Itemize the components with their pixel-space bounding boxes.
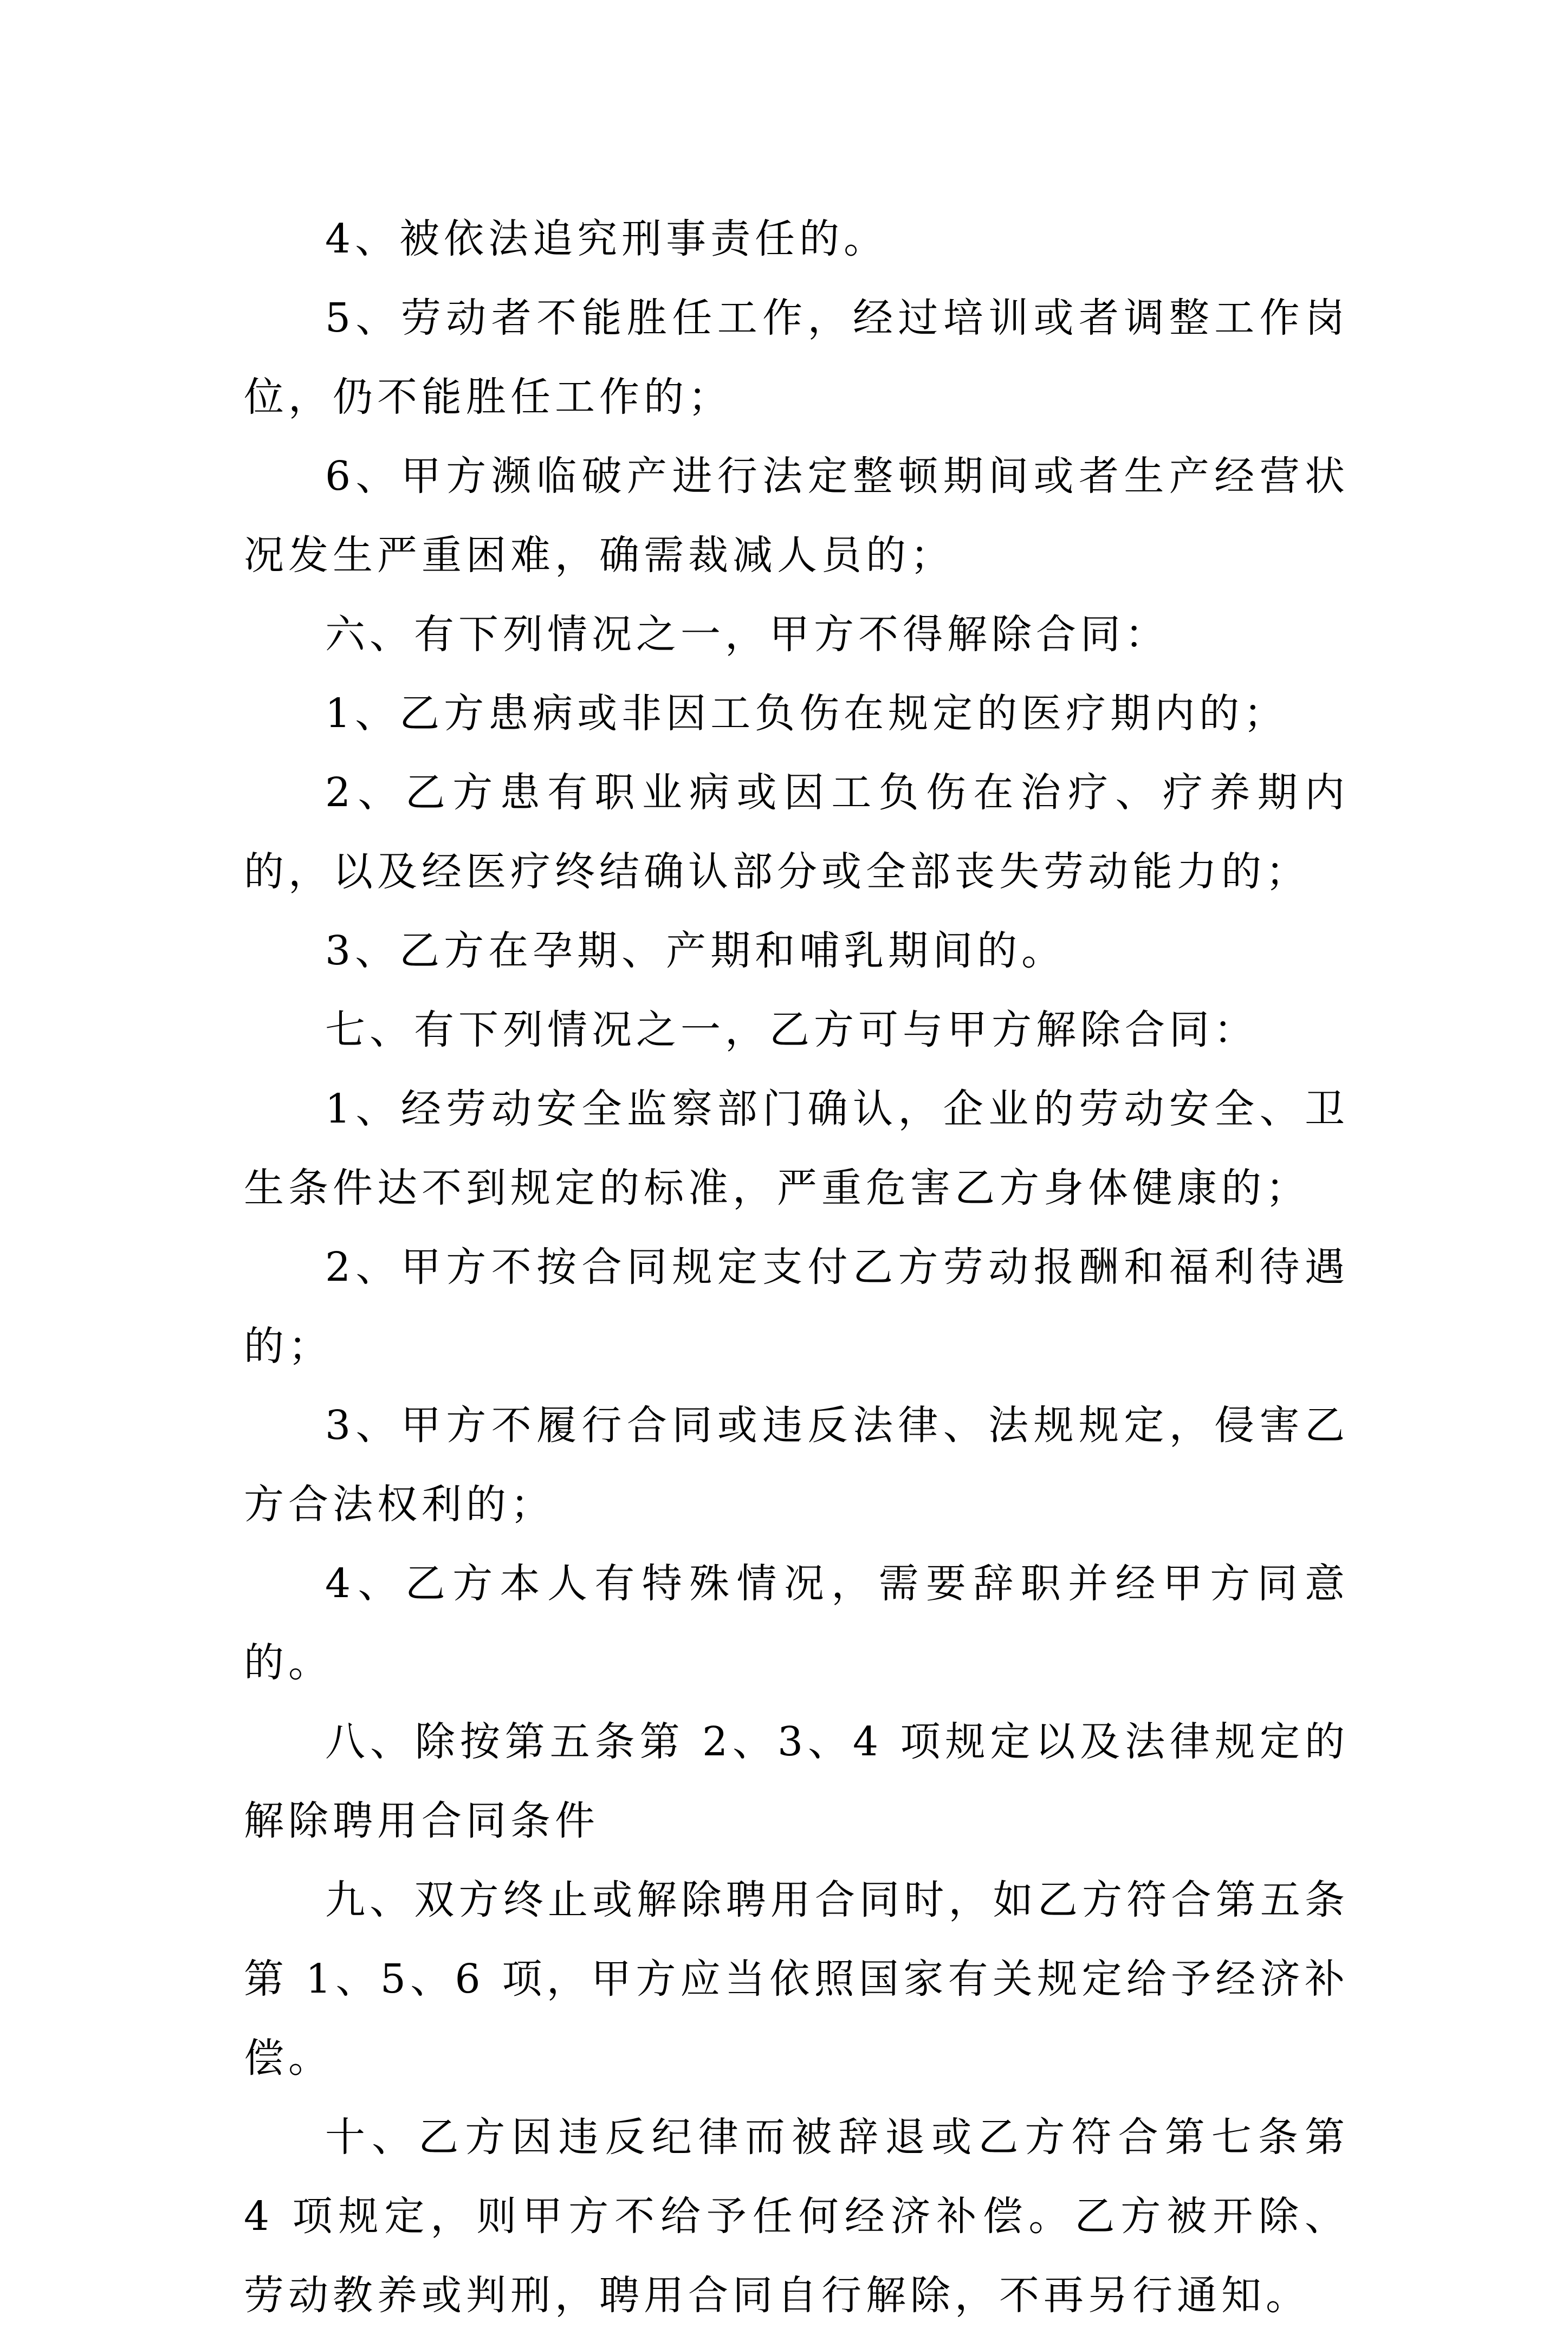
paragraph: 1、经劳动安全监察部门确认，企业的劳动安全、卫生条件达不到规定的标准，严重危害乙方身体健康的； — [244, 1086, 1349, 1211]
paragraph: 6、甲方濒临破产进行法定整顿期间或者生产经营状况发生严重困难，确需裁减人员的； — [244, 453, 1349, 579]
paragraph: 九、双方终止或解除聘用合同时，如乙方符合第五条第 1、5、6 项，甲方应当依照国家有关规定给予经济补偿。 — [244, 1877, 1349, 2081]
paragraph: 十、乙方因违反纪律而被辞退或乙方符合第七条第 4 项规定，则甲方不给予任何经济补偿。乙方被开除、劳动教养或判刑，聘用合同自行解除，不再另行通知。 — [244, 2114, 1349, 2319]
paragraph: 2、甲方不按合同规定支付乙方劳动报酬和福利待遇的； — [244, 1244, 1349, 1370]
paragraph: 六、有下列情况之一，甲方不得解除合同： — [325, 611, 1169, 658]
paragraph: 3、甲方不履行合同或违反法律、法规规定，侵害乙方合法权利的； — [244, 1402, 1349, 1528]
document-body — [244, 199, 1349, 2335]
paragraph: 4、乙方本人有特殊情况，需要辞职并经甲方同意的。 — [244, 1560, 1349, 1686]
paragraph: 七、有下列情况之一，乙方可与甲方解除合同： — [325, 1007, 1258, 1053]
paragraph: 2、乙方患有职业病或因工负伤在治疗、疗养期内的，以及经医疗终结确认部分或全部丧失劳动能力的； — [244, 769, 1349, 895]
paragraph: 3、乙方在孕期、产期和哺乳期间的。 — [325, 927, 1066, 974]
paragraph: 1、乙方患病或非因工负伤在规定的医疗期内的； — [325, 690, 1288, 737]
paragraph: 八、除按第五条第 2、3、4 项规定以及法律规定的解除聘用合同条件 — [244, 1718, 1349, 1844]
paragraph: 5、劳动者不能胜任工作，经过培训或者调整工作岗位，仍不能胜任工作的； — [244, 295, 1349, 420]
paragraph: 4、被依法追究刑事责任的。 — [325, 216, 889, 262]
